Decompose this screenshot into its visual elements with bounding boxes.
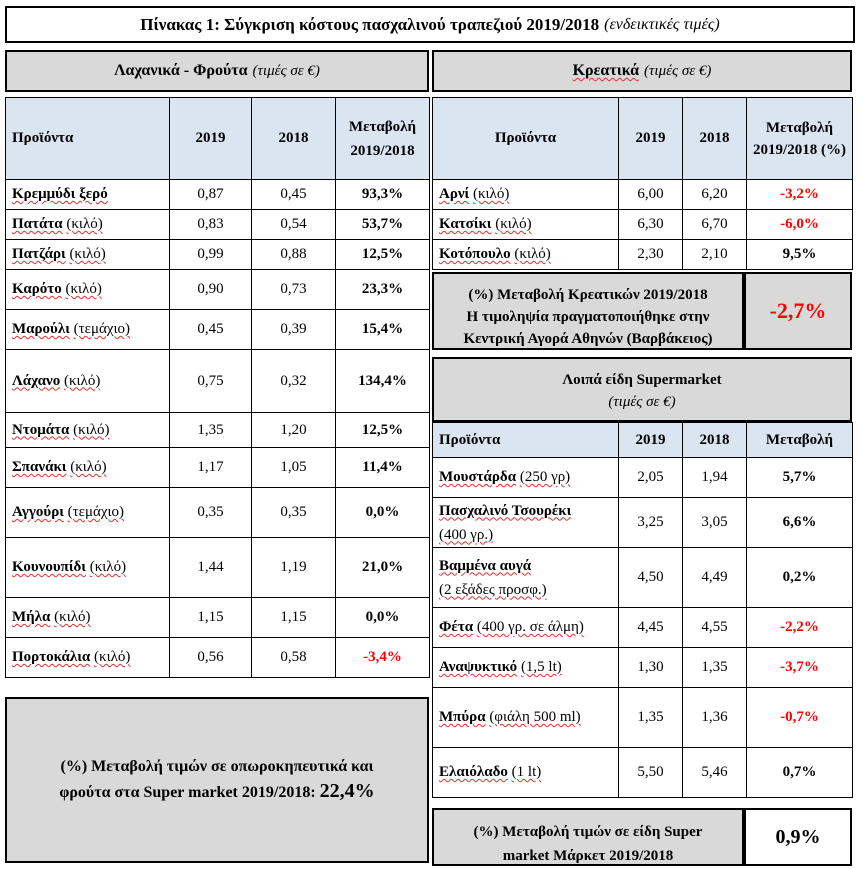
veg-price-2019: 0,87 [170, 180, 252, 210]
super-heading-label: Λοιπά είδη Supermarket [562, 372, 722, 388]
veg-summary-value: 22,4% [319, 780, 375, 802]
super-col-2018: 2018 [683, 423, 747, 458]
veg-product-unit: (κιλό) [94, 649, 131, 665]
veg-change: 0,0% [336, 598, 430, 638]
veg-product-cell [6, 448, 170, 488]
meat-col-change: Μεταβολή 2019/2018 (%) [747, 98, 853, 180]
meat-heading [432, 50, 852, 92]
veg-product-cell [6, 538, 170, 598]
super-change: 6,6% [747, 498, 853, 548]
veg-product-name: Πορτοκάλια [12, 649, 91, 665]
veg-change: 0,0% [336, 488, 430, 538]
super-price-2018: 1,36 [683, 688, 747, 748]
super-price-2019: 1,30 [619, 648, 683, 688]
super-product-cell [433, 548, 619, 608]
super-price-2019: 1,35 [619, 688, 683, 748]
super-price-2019: 4,50 [619, 548, 683, 608]
veg-row [6, 538, 430, 598]
super-change: -0,7% [747, 688, 853, 748]
veg-price-2018: 1,20 [252, 413, 336, 448]
veg-price-2018: 0,58 [252, 638, 336, 678]
veg-col-2019: 2019 [170, 98, 252, 180]
super-change: 5,7% [747, 458, 853, 498]
super-product-name: Φέτα [439, 619, 474, 635]
veg-row [6, 270, 430, 310]
meat-product-name: Κατσίκι [439, 216, 492, 232]
meat-change: 9,5% [747, 240, 853, 270]
veg-product-unit: (κιλό) [70, 459, 107, 475]
super-product-name: Ελαιόλαδο [439, 764, 508, 780]
meat-product-unit: (κιλό) [514, 246, 551, 262]
meat-col-product: Προϊόντα [433, 98, 619, 180]
veg-price-2019: 1,15 [170, 598, 252, 638]
super-product-name: Πασχαλινό Τσουρέκι [439, 502, 572, 519]
meat-summary-line1: (%) Μεταβολή Κρεατικών 2019/2018 [468, 287, 708, 303]
super-product-unit: (400 γρ.) [439, 526, 494, 543]
super-product-cell [433, 748, 619, 798]
veg-col-2018: 2018 [252, 98, 336, 180]
super-product-cell [433, 688, 619, 748]
super-row [433, 608, 853, 648]
super-col-change: Μεταβολή [747, 423, 853, 458]
veg-price-2019: 1,35 [170, 413, 252, 448]
meat-product-name: Κοτόπουλο [439, 246, 511, 262]
super-product-unit: (1 lt) [511, 764, 542, 780]
veg-product-name: Ντομάτα [12, 421, 70, 438]
veg-row [6, 413, 430, 448]
super-price-2018: 1,94 [683, 458, 747, 498]
veg-heading-note: (τιμές σε €) [252, 62, 320, 79]
veg-change: 12,5% [336, 413, 430, 448]
super-table [432, 422, 853, 798]
meat-price-2018: 6,20 [683, 180, 747, 210]
super-price-2019: 2,05 [619, 458, 683, 498]
meat-row [433, 210, 853, 240]
table-title [5, 6, 855, 43]
super-price-2018: 4,55 [683, 608, 747, 648]
super-price-2018: 4,49 [683, 548, 747, 608]
veg-row [6, 180, 430, 210]
super-price-2019: 5,50 [619, 748, 683, 798]
super-product-cell [433, 498, 619, 548]
veg-product-name: Κουνουπίδι [12, 559, 86, 575]
super-heading-note: (τιμές σε €) [608, 394, 676, 410]
veg-price-2018: 1,15 [252, 598, 336, 638]
veg-price-2019: 0,83 [170, 210, 252, 240]
veg-change: 53,7% [336, 210, 430, 240]
veg-product-cell [6, 488, 170, 538]
meat-row [433, 240, 853, 270]
veg-price-2018: 0,45 [252, 180, 336, 210]
veg-row [6, 240, 430, 270]
meat-price-2019: 6,00 [619, 180, 683, 210]
veg-product-unit: (κιλό) [65, 281, 102, 297]
veg-change: 23,3% [336, 270, 430, 310]
meat-row [433, 180, 853, 210]
veg-price-2018: 0,39 [252, 310, 336, 350]
meat-summary [432, 272, 744, 350]
super-price-2019: 3,25 [619, 498, 683, 548]
super-row [433, 458, 853, 498]
meat-summary-value: -2,7% [744, 272, 852, 350]
meat-product-cell [433, 180, 619, 210]
veg-product-cell [6, 310, 170, 350]
super-price-2018: 3,05 [683, 498, 747, 548]
meat-change: -3,2% [747, 180, 853, 210]
veg-change: -3,4% [336, 638, 430, 678]
veg-product-unit: (κιλό) [69, 246, 106, 262]
super-product-name: Βαμμένα αυγά [439, 557, 532, 574]
veg-heading-label: Λαχανικά - Φρούτα [114, 62, 248, 79]
meat-product-cell [433, 210, 619, 240]
super-product-unit: (2 εξάδες προσφ.) [439, 581, 547, 598]
meat-heading-note: (τιμές σε €) [644, 62, 712, 79]
veg-price-2018: 0,54 [252, 210, 336, 240]
super-row [433, 748, 853, 798]
super-product-name: Αναψυκτικό [439, 659, 518, 675]
super-product-cell [433, 608, 619, 648]
veg-price-2019: 0,35 [170, 488, 252, 538]
veg-summary-text: (%) Μεταβολή τιμών σε οπωροκηπευτικά και φρούτα στα Super market 2019/2018: [59, 758, 374, 801]
super-summary-value: 0,9% [744, 808, 852, 866]
veg-product-name: Κρεμμύδι ξερό [12, 186, 108, 202]
super-price-2019: 4,45 [619, 608, 683, 648]
veg-row [6, 350, 430, 413]
veg-row [6, 448, 430, 488]
veg-price-2018: 0,32 [252, 350, 336, 413]
super-price-2018: 5,46 [683, 748, 747, 798]
super-change: -2,2% [747, 608, 853, 648]
veg-product-cell [6, 270, 170, 310]
veg-summary [5, 697, 429, 863]
super-change: 0,2% [747, 548, 853, 608]
veg-product-unit: (τεμάχιο) [67, 504, 125, 520]
veg-product-name: Σπανάκι [12, 459, 67, 475]
veg-change: 134,4% [336, 350, 430, 413]
veg-product-unit: (κιλό) [54, 609, 91, 625]
veg-change: 93,3% [336, 180, 430, 210]
meat-heading-label: Κρεατικά [572, 62, 640, 79]
veg-price-2019: 1,17 [170, 448, 252, 488]
super-product-name: Μουστάρδα [439, 469, 517, 485]
veg-product-unit: (τεμάχιο) [73, 321, 131, 337]
veg-change: 15,4% [336, 310, 430, 350]
veg-product-unit: (κιλό) [63, 372, 101, 389]
veg-product-cell [6, 350, 170, 413]
veg-row [6, 488, 430, 538]
super-heading [432, 357, 852, 422]
super-col-2019: 2019 [619, 423, 683, 458]
veg-col-change: Μεταβολή 2019/2018 [336, 98, 430, 180]
veg-price-2018: 0,88 [252, 240, 336, 270]
veg-product-unit: (κιλό) [73, 421, 110, 438]
veg-product-cell [6, 413, 170, 448]
veg-col-product: Προϊόντα [6, 98, 170, 180]
veg-price-2018: 1,19 [252, 538, 336, 598]
meat-product-name: Αρνί [439, 186, 470, 202]
super-col-product: Προϊόντα [433, 423, 619, 458]
meat-summary-line3: Κεντρική Αγορά Αθηνών (Βαρβάκειος) [463, 331, 713, 347]
super-row [433, 548, 853, 608]
super-product-unit: (1,5 lt) [520, 659, 562, 675]
veg-product-cell [6, 240, 170, 270]
meat-col-2018: 2018 [683, 98, 747, 180]
veg-price-2019: 0,45 [170, 310, 252, 350]
meat-col-2019: 2019 [619, 98, 683, 180]
meat-price-2019: 6,30 [619, 210, 683, 240]
super-product-unit: (φιάλη 500 ml) [489, 709, 581, 725]
veg-price-2019: 0,75 [170, 350, 252, 413]
super-product-name: Μπύρα [439, 709, 486, 725]
title-note: (ενδεικτικές τιμές) [604, 15, 720, 33]
veg-product-name: Μήλα [12, 609, 51, 625]
veg-product-name: Καρότο [12, 281, 62, 297]
veg-product-name: Μαρούλι [12, 321, 70, 337]
veg-row [6, 310, 430, 350]
super-product-unit: (400 γρ. σε άλμη) [476, 619, 584, 635]
veg-price-2019: 0,90 [170, 270, 252, 310]
veg-product-unit: (κιλό) [66, 216, 103, 232]
veg-product-name: Λάχανο [12, 372, 61, 389]
super-summary: (%) Μεταβολή τιμών σε είδη Super market Μάρκετ 2019/2018 [432, 808, 744, 866]
veg-heading [5, 50, 429, 92]
meat-product-cell [433, 240, 619, 270]
meat-product-unit: (κιλό) [472, 186, 510, 202]
veg-price-2018: 0,73 [252, 270, 336, 310]
super-row [433, 648, 853, 688]
meat-price-2018: 6,70 [683, 210, 747, 240]
meat-summary-line2: Η τιμοληψία πραγματοποιήθηκε στην [466, 309, 710, 325]
meat-product-unit: (κιλό) [495, 216, 532, 232]
veg-change: 21,0% [336, 538, 430, 598]
veg-row [6, 598, 430, 638]
title-main: Πίνακας 1: Σύγκριση κόστους πασχαλινού τραπεζιού 2019/2018 [140, 14, 600, 34]
meat-price-2019: 2,30 [619, 240, 683, 270]
super-price-2018: 1,35 [683, 648, 747, 688]
veg-product-cell [6, 598, 170, 638]
veg-change: 12,5% [336, 240, 430, 270]
veg-price-2018: 1,05 [252, 448, 336, 488]
veg-price-2019: 0,99 [170, 240, 252, 270]
veg-change: 11,4% [336, 448, 430, 488]
super-product-unit: (250 γρ) [519, 469, 571, 485]
super-product-cell [433, 458, 619, 498]
veg-product-cell [6, 210, 170, 240]
veg-price-2019: 0,56 [170, 638, 252, 678]
veg-product-name: Αγγούρι [12, 504, 64, 520]
veg-product-cell [6, 638, 170, 678]
super-row [433, 688, 853, 748]
super-row [433, 498, 853, 548]
super-change: 0,7% [747, 748, 853, 798]
veg-row [6, 210, 430, 240]
meat-change: -6,0% [747, 210, 853, 240]
super-product-cell [433, 648, 619, 688]
veg-price-2018: 0,35 [252, 488, 336, 538]
veg-product-cell [6, 180, 170, 210]
veg-table [5, 97, 430, 678]
meat-price-2018: 2,10 [683, 240, 747, 270]
veg-product-name: Πατζάρι [12, 246, 66, 262]
veg-product-name: Πατάτα [12, 216, 63, 232]
meat-table [432, 97, 853, 270]
veg-price-2019: 1,44 [170, 538, 252, 598]
veg-row [6, 638, 430, 678]
super-change: -3,7% [747, 648, 853, 688]
veg-product-unit: (κιλό) [89, 559, 127, 575]
